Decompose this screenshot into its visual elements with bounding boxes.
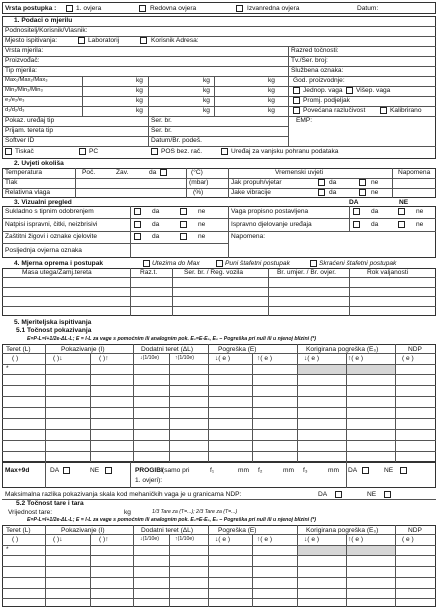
visual-da-header: DA bbox=[349, 199, 359, 206]
operation-ne-label: ne bbox=[416, 221, 424, 228]
h-add-down: ↓(1/10e) bbox=[140, 355, 160, 361]
h-cor-down: ↓( e ) bbox=[304, 355, 320, 362]
section-5-title: 5. Mjeriteljska ispitivanja bbox=[14, 319, 92, 326]
h-ind-down: ( )↓ bbox=[53, 355, 63, 362]
multi-range-checkbox[interactable] bbox=[346, 87, 353, 94]
seals-da-checkbox[interactable] bbox=[134, 233, 141, 240]
type-approval-label: Sukladno s tipnim odobrenjem bbox=[5, 208, 94, 215]
inscriptions-ne-checkbox[interactable] bbox=[180, 221, 187, 228]
h-ind-up: ( )↑ bbox=[99, 355, 109, 362]
t-h-additional: Dodatni teret (ΔL) bbox=[141, 527, 194, 534]
indicator-serial-label: Ser. br. bbox=[151, 117, 172, 124]
max-unit-2: kg bbox=[203, 77, 210, 84]
col-calibration: Br. umjer. / Br. ovjer. bbox=[277, 269, 336, 276]
short-substitution-label: Skraćeni štafetni postupak bbox=[319, 260, 397, 267]
max9d-ne-label: NE bbox=[90, 467, 100, 474]
external-storage-checkbox[interactable] bbox=[221, 148, 228, 155]
extraordinary-verification-label: Izvanredna ovjera bbox=[247, 5, 300, 12]
t-h-cor-down: ↓( e ) bbox=[304, 536, 320, 543]
deflection-da-checkbox[interactable] bbox=[362, 467, 369, 474]
printer-checkbox[interactable] bbox=[5, 148, 12, 155]
max-label: Max₁/Max₂/Max₃ bbox=[5, 77, 48, 83]
pc-checkbox[interactable] bbox=[79, 148, 86, 155]
full-substitution-checkbox[interactable] bbox=[216, 260, 223, 267]
official-mark-label: Službena oznaka: bbox=[291, 67, 344, 74]
pc-label: PC bbox=[89, 148, 99, 155]
mpe-ne-label: NE bbox=[367, 491, 377, 498]
t-h-corrected: Korigirana pogreška (E₀) bbox=[306, 527, 379, 534]
unit-percent: (%) bbox=[193, 189, 204, 196]
installed-label: Vaga propisno postavljena bbox=[231, 208, 309, 215]
h-corrected: Korigirana pogreška (E₀) bbox=[306, 346, 379, 353]
tare-unit: kg bbox=[124, 509, 131, 516]
h-error: Pogreška (E) bbox=[218, 346, 257, 353]
max9d-da-checkbox[interactable] bbox=[63, 467, 70, 474]
operation-label: Ispravno djelovanje uređaja bbox=[231, 221, 312, 228]
min-label: Min₁/Min₂/Min₃ bbox=[5, 87, 43, 93]
calibrated-checkbox[interactable] bbox=[380, 107, 387, 114]
draft-ne-checkbox[interactable] bbox=[359, 179, 366, 186]
vibration-da-label: da bbox=[329, 189, 337, 196]
temp-da-checkbox[interactable] bbox=[160, 169, 167, 176]
d-unit-1: kg bbox=[136, 107, 143, 114]
max9d-da-label: DA bbox=[50, 467, 60, 474]
pressure-label: Tlak bbox=[5, 179, 18, 186]
deflection-da-label: DA bbox=[348, 467, 358, 474]
tare-value-label: Vrijednost tare: bbox=[8, 509, 53, 516]
subsection-5-2: 5.2 Točnost tare i tara bbox=[16, 500, 84, 507]
t-h-ind-down: ( )↓ bbox=[53, 536, 63, 543]
user-address-checkbox[interactable] bbox=[140, 37, 147, 44]
d-label: d₁/d₂/d₃ bbox=[5, 107, 25, 113]
extended-resolution-checkbox[interactable] bbox=[293, 107, 300, 114]
installed-ne-checkbox[interactable] bbox=[398, 208, 405, 215]
h-cor-up: ↑( e ) bbox=[348, 355, 364, 362]
t-h-add-up: ↑(1/10e) bbox=[175, 536, 195, 542]
h-add-up: ↑(1/10e) bbox=[175, 355, 195, 361]
h-indication: Pokazivanje (I) bbox=[61, 346, 105, 353]
min-unit-3: kg bbox=[268, 87, 275, 94]
multi-range-label: Višep. vaga bbox=[356, 87, 391, 94]
deflection-note-1: (samo pri bbox=[162, 467, 190, 474]
mpe-da-label: DA bbox=[318, 491, 328, 498]
draft-da-label: da bbox=[329, 179, 337, 186]
printer-label: Tiskač bbox=[15, 148, 34, 155]
pos-checkbox[interactable] bbox=[151, 148, 158, 155]
t-h-mpe-unit: ( e ) bbox=[402, 536, 414, 543]
section-2-title: 2. Uvjeti okoliša bbox=[14, 160, 64, 167]
visual-ne-header: NE bbox=[399, 199, 409, 206]
h-load: Teret (L) bbox=[6, 346, 31, 353]
seals-ne-checkbox[interactable] bbox=[180, 233, 187, 240]
adjustment-date-label: Datum/Br. podeš. bbox=[151, 137, 202, 144]
section-1-title: 1. Podaci o mjerilu bbox=[14, 17, 73, 24]
min-unit-1: kg bbox=[136, 87, 143, 94]
section-3-title: 3. Vizualni pregled bbox=[14, 199, 72, 206]
t-h-err-up: ↑( e ) bbox=[257, 536, 273, 543]
temp-end-label: Zav. bbox=[116, 169, 129, 176]
vibration-ne-label: ne bbox=[371, 189, 379, 196]
production-year-label: God. proizvodnje: bbox=[293, 77, 345, 84]
tare-zero-row-mark: * bbox=[6, 546, 9, 553]
single-range-checkbox[interactable] bbox=[293, 87, 300, 94]
h-mpe: NDP bbox=[408, 346, 422, 353]
formula-5-1: E=P-L=I+1/2e-ΔL-L; E = I-L za vage s pomoćnim ili analognim pok. E₀=E-E₀, E₀ – Pogreška pri nuli ili u njenoj blizini (*) bbox=[27, 336, 316, 342]
manufacturer-label: Proizvođač: bbox=[5, 57, 40, 64]
max9d-row bbox=[2, 462, 436, 488]
weights-to-max-label: Utezima do Max bbox=[152, 260, 200, 267]
seals-label: Zaštitni žigovi i oznake cjelovite bbox=[5, 233, 97, 240]
inscriptions-ne-label: ne bbox=[198, 221, 206, 228]
draft-ne-label: ne bbox=[371, 179, 379, 186]
operation-da-checkbox[interactable] bbox=[353, 221, 360, 228]
min-unit-2: kg bbox=[203, 87, 210, 94]
e-unit-2: kg bbox=[203, 97, 210, 104]
t-h-load: Teret (L) bbox=[6, 527, 31, 534]
variable-interval-checkbox[interactable] bbox=[293, 97, 300, 104]
temp-start-label: Poč. bbox=[82, 169, 96, 176]
vibration-label: Jake vibracije bbox=[231, 189, 271, 196]
operation-da-label: da bbox=[371, 221, 379, 228]
h-mpe-unit: ( e ) bbox=[402, 355, 414, 362]
submitter-label: Podnositelj/Korisnik/Vlasnik: bbox=[5, 27, 88, 34]
t-h-load-unit: ( ) bbox=[12, 536, 19, 543]
vibration-ne-checkbox[interactable] bbox=[359, 189, 366, 196]
weights-to-max-checkbox[interactable] bbox=[143, 260, 150, 267]
t-h-err-down: ↓( e ) bbox=[215, 536, 231, 543]
type-approval-da-checkbox[interactable] bbox=[134, 208, 141, 215]
mpe-da-checkbox[interactable] bbox=[335, 491, 342, 498]
formula-5-2: E=P-L=I+1/2e-ΔL-L; E = I-L za vage s pomoćnim ili analognim pok. E₀=E-E₀, E₀ – Pogreška pri nuli ili u njenoj blizini (*) bbox=[27, 517, 316, 523]
serial-number-label: Tv./Ser. broj: bbox=[291, 57, 328, 64]
d-unit-2: kg bbox=[203, 107, 210, 114]
laboratory-checkbox[interactable] bbox=[78, 37, 85, 44]
external-storage-label: Uređaj za vanjsku pohranu podataka bbox=[231, 148, 339, 155]
instrument-type-label: Vrsta mjerila: bbox=[5, 47, 44, 54]
installed-da-label: da bbox=[371, 208, 379, 215]
t-h-add-down: ↓(1/10e) bbox=[140, 536, 160, 542]
deflection-ne-label: NE bbox=[384, 467, 394, 474]
procedure-type-label: Vrsta postupka : bbox=[5, 5, 57, 12]
unit-celsius: (°C) bbox=[191, 169, 203, 176]
mpe-ne-checkbox[interactable] bbox=[384, 491, 391, 498]
extended-resolution-label: Povećana razlučivost bbox=[303, 107, 366, 114]
inscriptions-label: Natpisi ispravni, čitki, neizbrisivi bbox=[5, 221, 98, 228]
f1-unit: mm bbox=[238, 467, 249, 474]
f3-label: f₃ bbox=[303, 467, 308, 474]
f2-label: f₂ bbox=[258, 467, 263, 474]
pos-label: POS bez. rač. bbox=[161, 148, 203, 155]
test-location-label: Mjesto ispitivanja: bbox=[5, 37, 58, 44]
draft-label: Jak propuh/vjetar bbox=[231, 179, 282, 186]
inscriptions-da-checkbox[interactable] bbox=[134, 221, 141, 228]
deflection-note-2: 1. ovjeri): bbox=[135, 477, 163, 484]
unit-mbar: (mbar) bbox=[189, 179, 209, 186]
software-id-label: Softver ID bbox=[5, 137, 35, 144]
f2-unit: mm bbox=[283, 467, 294, 474]
humidity-label: Relativna vlaga bbox=[5, 189, 51, 196]
full-substitution-label: Puni štafetni postupak bbox=[225, 260, 290, 267]
f1-label: f₁ bbox=[210, 467, 215, 474]
emp-label: EMP: bbox=[296, 117, 313, 124]
user-address-label: Korisnik Adresa: bbox=[151, 37, 199, 44]
h-load-unit: ( ) bbox=[12, 355, 19, 362]
section-4-title: 4. Mjerna oprema i postupak bbox=[14, 260, 104, 267]
temp-da-label: da bbox=[149, 169, 157, 176]
max-difference-label: Maksimalna razlika pokazivanja skala kod mehaničkih vaga je u granicama NDP: bbox=[5, 491, 242, 498]
regular-verification-label: Redovna ovjera bbox=[150, 5, 197, 12]
type-approval-da-label: da bbox=[152, 208, 160, 215]
t-h-error: Pogreška (E) bbox=[218, 527, 257, 534]
seals-da-label: da bbox=[152, 233, 160, 240]
d-unit-3: kg bbox=[268, 107, 275, 114]
indicator-type-label: Pokaz. uređaj tip bbox=[5, 117, 55, 124]
e-label: e₁/e₂/e₃ bbox=[5, 97, 25, 103]
h-err-down: ↓( e ) bbox=[215, 355, 231, 362]
laboratory-label: Laboratorij bbox=[88, 37, 120, 44]
h-err-up: ↑( e ) bbox=[257, 355, 273, 362]
last-mark-label: Posljednja ovjerna oznaka bbox=[5, 247, 82, 254]
type-approval-ne-label: ne bbox=[198, 208, 206, 215]
note-label-2: Napomena bbox=[398, 169, 431, 176]
col-mass: Masa utega/Zamj.tereta bbox=[22, 269, 92, 276]
installed-da-checkbox[interactable] bbox=[353, 208, 360, 215]
short-substitution-checkbox[interactable] bbox=[310, 260, 317, 267]
date-label: Datum: bbox=[357, 5, 379, 12]
col-validity: Rok valjanosti bbox=[367, 269, 409, 276]
operation-ne-checkbox[interactable] bbox=[398, 221, 405, 228]
installed-ne-label: ne bbox=[416, 208, 424, 215]
first-verification-label: 1. ovjera bbox=[76, 5, 102, 12]
instrument-model-label: Tip mjerila: bbox=[5, 67, 37, 74]
seals-ne-label: ne bbox=[198, 233, 206, 240]
note-label-3: Napomena: bbox=[231, 233, 266, 240]
max9d-ne-checkbox[interactable] bbox=[105, 467, 112, 474]
regular-verification-checkbox[interactable] bbox=[139, 5, 146, 12]
load-receptor-label: Prijam. tereta tip bbox=[5, 127, 54, 134]
type-approval-ne-checkbox[interactable] bbox=[180, 208, 187, 215]
temperature-label: Temperatura bbox=[5, 169, 43, 176]
inscriptions-da-label: da bbox=[152, 221, 160, 228]
vibration-da-checkbox[interactable] bbox=[318, 189, 325, 196]
t-h-ind-up: ( )↑ bbox=[99, 536, 109, 543]
subsection-5-1: 5.1 Točnost pokazivanja bbox=[16, 327, 92, 334]
calibrated-label: Kalibrirano bbox=[390, 107, 422, 114]
single-range-label: Jednop. vaga bbox=[303, 87, 343, 94]
max-unit-1: kg bbox=[136, 77, 143, 84]
max9d-label: Max+9d bbox=[5, 467, 30, 474]
col-serial: Ser. br. / Reg. vozila bbox=[184, 269, 244, 276]
e-unit-1: kg bbox=[136, 97, 143, 104]
max-unit-3: kg bbox=[268, 77, 275, 84]
col-class: Raz.t. bbox=[140, 269, 158, 276]
draft-da-checkbox[interactable] bbox=[318, 179, 325, 186]
weather-label: Vremenski uvjeti bbox=[275, 169, 324, 176]
first-verification-checkbox[interactable] bbox=[66, 5, 73, 12]
zero-row-mark: * bbox=[6, 365, 9, 372]
accuracy-class-label: Razred točnosti: bbox=[291, 47, 339, 54]
tare-fraction-note: 1/3 Tare za (T=...); 2/3 Tare za (T=...) bbox=[152, 509, 238, 515]
f3-unit: mm bbox=[328, 467, 339, 474]
deflection-ne-checkbox[interactable] bbox=[400, 467, 407, 474]
e-unit-3: kg bbox=[268, 97, 275, 104]
deflection-label: PROGIBI bbox=[135, 467, 163, 474]
variable-interval-label: Promj. podjeljak bbox=[303, 97, 350, 104]
t-h-cor-up: ↑( e ) bbox=[348, 536, 364, 543]
t-h-mpe: NDP bbox=[408, 527, 422, 534]
load-receptor-serial-label: Ser. br. bbox=[151, 127, 172, 134]
t-h-indication: Pokazivanje (I) bbox=[61, 527, 105, 534]
h-additional: Dodatni teret (ΔL) bbox=[141, 346, 194, 353]
extraordinary-verification-checkbox[interactable] bbox=[236, 5, 243, 12]
